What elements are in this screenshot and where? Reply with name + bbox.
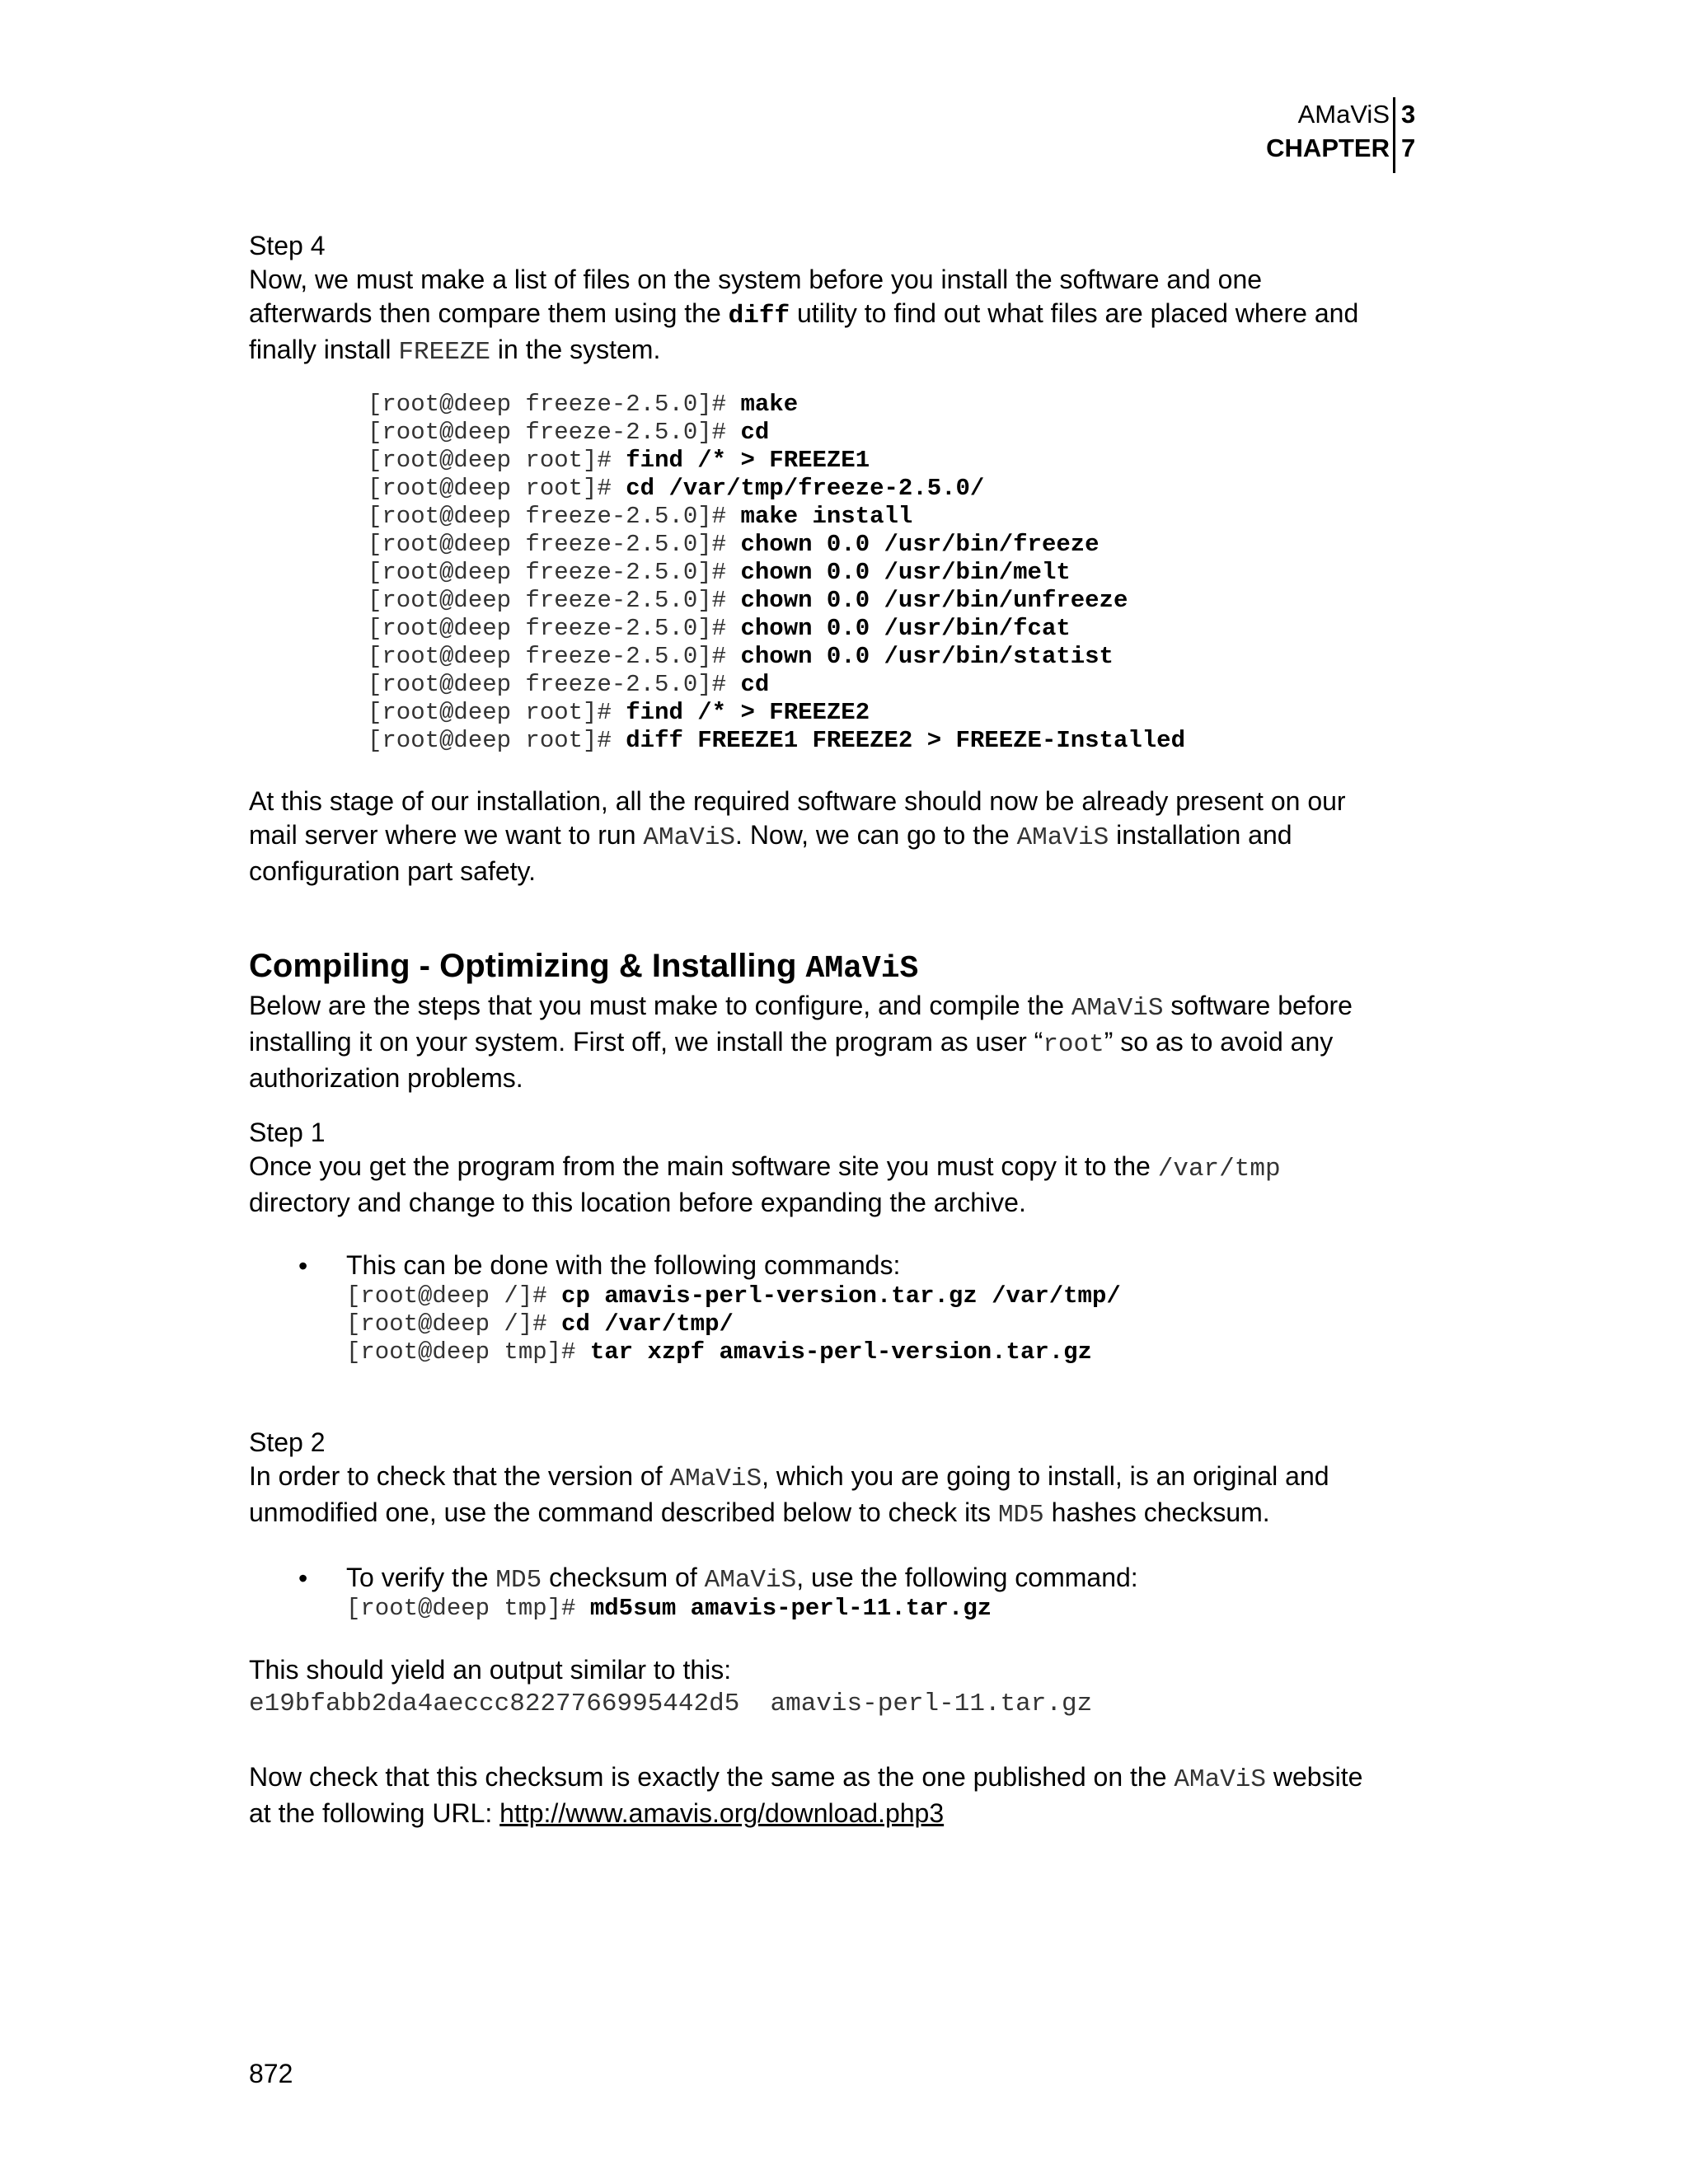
command-line	[368, 475, 1185, 503]
command-prompt: [root@deep root]#	[368, 447, 626, 474]
command-line	[346, 1338, 1121, 1366]
step1-bullet-text: This can be done with the following commands:	[346, 1250, 901, 1280]
bullet-icon: •	[298, 1563, 308, 1593]
command-prompt: [root@deep freeze-2.5.0]#	[368, 671, 741, 698]
command-text: make install	[740, 503, 913, 530]
command-text: diff FREEZE1 FREEZE2 > FREEZE-Installed	[626, 727, 1185, 754]
command-prompt: [root@deep freeze-2.5.0]#	[368, 643, 741, 670]
header-chapter-label: CHAPTER	[1266, 134, 1390, 162]
step2-line1	[249, 1460, 1436, 1496]
text: Now check that this checksum is exactly the same as the one published on the	[249, 1762, 1175, 1792]
inline-code: /var/tmp	[1157, 1155, 1281, 1183]
text: . Now, we can go to the	[735, 820, 1017, 850]
command-line	[368, 699, 1185, 727]
step1-line2: directory and change to this location before expanding the archive.	[249, 1188, 1026, 1217]
command-text: chown 0.0 /usr/bin/freeze	[740, 531, 1100, 558]
step2-section	[249, 1426, 1436, 1532]
text: In order to check that the version of	[249, 1461, 670, 1491]
inline-code: AMaViS	[1174, 1765, 1266, 1794]
inline-code: AMaViS	[1016, 823, 1109, 852]
step4-para-line3	[249, 333, 1436, 369]
command-text: cp amavis-perl-version.tar.gz /var/tmp/	[561, 1282, 1121, 1310]
step1-code-block	[346, 1282, 1121, 1366]
command-prompt: [root@deep freeze-2.5.0]#	[368, 503, 741, 530]
section-line1	[249, 989, 1436, 1025]
command-line	[346, 1282, 1121, 1310]
text: checksum of	[542, 1563, 705, 1592]
page-header	[1154, 97, 1426, 173]
check-line1	[249, 1760, 1436, 1797]
text: software before	[1163, 991, 1353, 1020]
header-title: AMaViS	[1297, 100, 1390, 129]
text: website	[1266, 1762, 1363, 1792]
command-line	[368, 559, 1185, 587]
inline-code: AMaViS	[669, 1465, 762, 1493]
text: , which you are going to install, is an original and	[762, 1461, 1329, 1491]
check-section	[249, 1760, 1436, 1830]
inline-code: MD5	[997, 1501, 1044, 1530]
inline-code: FREEZE	[398, 338, 491, 367]
step1-section	[249, 1116, 1436, 1220]
yield-section	[249, 1653, 1436, 1721]
step1-heading: Step 1	[249, 1118, 326, 1147]
command-line	[368, 587, 1185, 615]
command-text: cd /var/tmp/	[561, 1310, 734, 1338]
chapter-number-1: 3	[1401, 100, 1416, 129]
command-text: find /* > FREEZE2	[626, 699, 870, 726]
text: hashes checksum.	[1043, 1497, 1270, 1527]
command-text: cd	[740, 671, 770, 698]
command-text: tar xzpf amavis-perl-version.tar.gz	[589, 1338, 1092, 1366]
command-prompt: [root@deep freeze-2.5.0]#	[368, 615, 741, 642]
command-prompt: [root@deep freeze-2.5.0]#	[368, 419, 741, 446]
command-line	[368, 671, 1185, 699]
stage-line2	[249, 818, 1436, 855]
header-divider	[1393, 97, 1395, 173]
command-line	[368, 643, 1185, 671]
command-text: chown 0.0 /usr/bin/melt	[740, 559, 1071, 586]
text: in the system.	[490, 335, 661, 364]
command-text: chown 0.0 /usr/bin/unfreeze	[740, 587, 1128, 614]
stage-line3: configuration part safety.	[249, 856, 537, 886]
command-prompt: [root@deep root]#	[368, 475, 626, 502]
step2-bullet-text	[346, 1561, 1138, 1597]
command-text: cd	[740, 419, 770, 446]
inline-code: AMaViS	[1071, 994, 1164, 1023]
section-title	[249, 946, 1436, 989]
text: afterwards then compare them using the	[249, 298, 729, 328]
text: finally install	[249, 335, 399, 364]
command-prompt: [root@deep freeze-2.5.0]#	[368, 587, 741, 614]
command-text: chown 0.0 /usr/bin/statist	[740, 643, 1114, 670]
command-prompt: [root@deep /]#	[346, 1310, 562, 1338]
inline-code: diff	[728, 302, 790, 330]
yield-text: This should yield an output similar to this:	[249, 1655, 732, 1685]
text: Once you get the program from the main software site you must copy it to the	[249, 1151, 1158, 1181]
step4-section	[249, 229, 1436, 369]
command-text: find /* > FREEZE1	[626, 447, 870, 474]
header-right	[1401, 97, 1415, 165]
command-line	[346, 1310, 1121, 1338]
text: , use the following command:	[796, 1563, 1138, 1592]
header-left	[1266, 97, 1390, 165]
section-line3: authorization problems.	[249, 1063, 523, 1093]
command-prompt: [root@deep freeze-2.5.0]#	[368, 559, 741, 586]
section-title-text: Compiling - Optimizing & Installing	[249, 948, 806, 984]
stage-line1: At this stage of our installation, all the required software should now be already present on our	[249, 786, 1346, 816]
text: installing it on your system. First off, we install the program as user “	[249, 1027, 1043, 1057]
command-text: md5sum amavis-perl-11.tar.gz	[589, 1595, 992, 1622]
text: at the following URL:	[249, 1798, 500, 1828]
chapter-number-2: 7	[1401, 134, 1416, 162]
command-text: chown 0.0 /usr/bin/fcat	[740, 615, 1071, 642]
text: ” so as to avoid any	[1104, 1027, 1334, 1057]
check-line2	[249, 1797, 1436, 1830]
step4-code-block	[368, 391, 1185, 755]
text: unmodified one, use the command described below to check its	[249, 1497, 998, 1527]
command-line	[368, 447, 1185, 475]
command-line	[368, 615, 1185, 643]
command-prompt: [root@deep tmp]#	[346, 1338, 590, 1366]
step4-para-line2	[249, 297, 1436, 333]
command-prompt: [root@deep root]#	[368, 727, 626, 754]
step2-code-block	[346, 1595, 992, 1623]
section-line2	[249, 1025, 1436, 1062]
command-prompt: [root@deep /]#	[346, 1282, 562, 1310]
command-line	[368, 391, 1185, 419]
section	[249, 946, 1436, 1095]
step4-heading: Step 4	[249, 231, 326, 260]
text: Below are the steps that you must make to configure, and compile the	[249, 991, 1071, 1020]
download-link[interactable]: http://www.amavis.org/download.php3	[499, 1798, 945, 1828]
command-text: cd /var/tmp/freeze-2.5.0/	[626, 475, 985, 502]
command-line	[368, 503, 1185, 531]
inline-code: AMaViS	[643, 823, 736, 852]
command-line	[368, 419, 1185, 447]
command-text: make	[740, 391, 799, 418]
text: installation and	[1109, 820, 1292, 850]
command-prompt: [root@deep freeze-2.5.0]#	[368, 531, 741, 558]
text: To verify the	[346, 1563, 496, 1592]
command-prompt: [root@deep freeze-2.5.0]#	[368, 391, 741, 418]
command-line	[368, 727, 1185, 755]
bullet-icon: •	[298, 1251, 308, 1281]
command-line	[368, 531, 1185, 559]
page-number: 872	[249, 2059, 293, 2088]
text: mail server where we want to run	[249, 820, 644, 850]
command-prompt: [root@deep tmp]#	[346, 1595, 590, 1622]
step2-heading: Step 2	[249, 1427, 326, 1457]
text: utility to find out what files are placed where and	[790, 298, 1359, 328]
step4-para-line1: Now, we must make a list of files on the system before you install the software and one	[249, 265, 1263, 294]
inline-code: MD5	[495, 1566, 542, 1595]
step1-line1	[249, 1150, 1436, 1186]
checksum-output: e19bfabb2da4aeccc8227766995442d5 amavis-perl-11.tar.gz	[249, 1690, 1093, 1718]
step2-line2	[249, 1496, 1436, 1532]
inline-code: root	[1043, 1030, 1104, 1059]
section-title-code: AMaViS	[805, 951, 919, 987]
inline-code: AMaViS	[704, 1566, 797, 1595]
command-prompt: [root@deep root]#	[368, 699, 626, 726]
stage-paragraph	[249, 785, 1436, 888]
